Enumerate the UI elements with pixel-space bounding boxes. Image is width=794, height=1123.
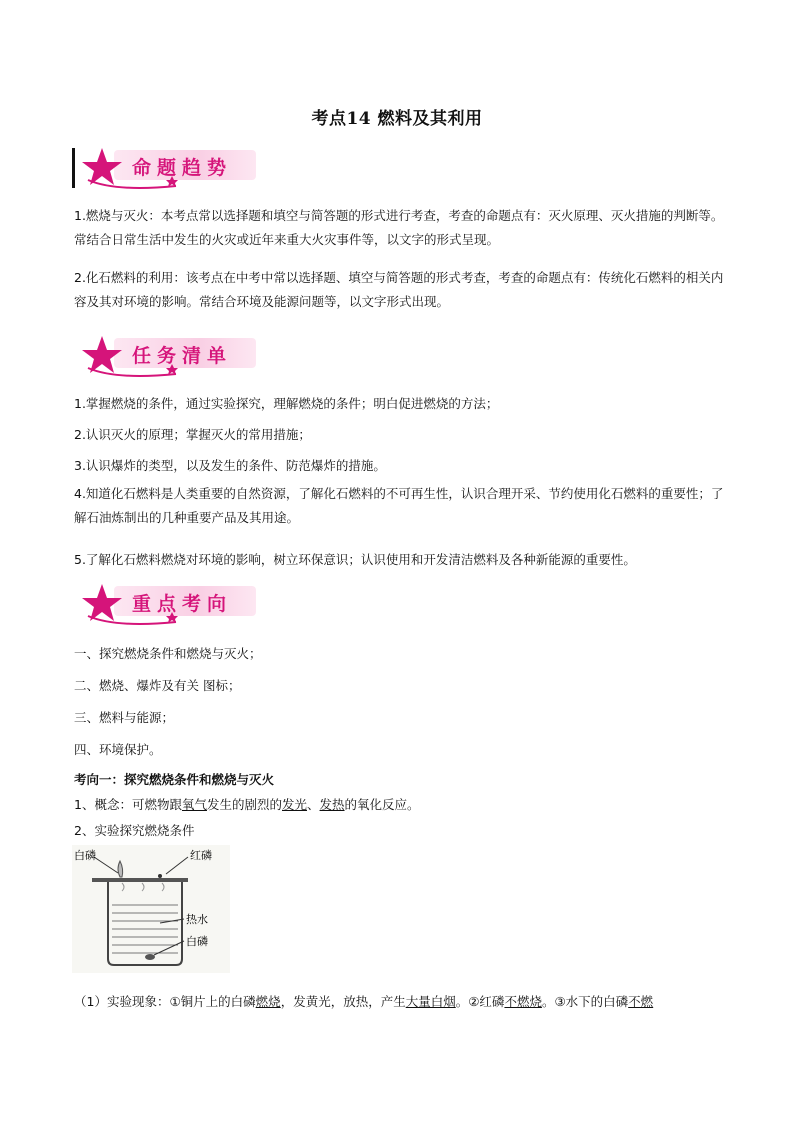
section-banner-trend <box>72 146 262 192</box>
experiment-figure <box>72 845 230 973</box>
experiment-heading: 2、实验探究燃烧条件 <box>74 823 195 838</box>
concept-text: 1、概念：可燃物跟 <box>74 797 182 812</box>
task-item: 1.掌握燃烧的条件，通过实验探究，理解燃烧的条件；明白促进燃烧的方法； <box>74 396 499 411</box>
focus-item: 二、燃烧、爆炸及有关 图标； <box>74 678 241 693</box>
observation-line <box>74 992 653 1010</box>
obs-noburn: 不燃烧 <box>504 994 542 1009</box>
beaker-diagram <box>72 845 230 973</box>
obs-text: 。②红磷 <box>455 994 505 1009</box>
concept-text: 、 <box>307 797 320 812</box>
task-item: 5.了解化石燃料燃烧对环境的影响，树立环保意识；认识使用和开发清洁燃料及各种新能源的重要性。 <box>74 552 636 567</box>
obs-text: （1）实验现象：①铜片上的白磷 <box>74 994 256 1009</box>
label-white-phosphorus-bottom: 白磷 <box>186 935 208 948</box>
obs-smoke: 大量白烟 <box>405 994 456 1009</box>
task-item: 2.认识灭火的原理；掌握灭火的常用措施； <box>74 427 311 442</box>
concept-line <box>74 795 420 813</box>
concept-heat: 发热 <box>319 797 345 812</box>
task-item: 3.认识爆炸的类型，以及发生的条件、防范爆炸的措施。 <box>74 458 386 473</box>
focus-item: 三、燃料与能源； <box>74 710 175 725</box>
banner-label: 重点考向 <box>132 593 233 615</box>
focus-item: 四、环境保护。 <box>74 742 162 757</box>
label-white-phosphorus-top: 白磷 <box>74 849 96 862</box>
task-item: 4.知道化石燃料是人类重要的自然资源，了解化石燃料的不可再生性，认识合理开采、节约使用化石燃料的重要性；了解石油炼制出的几种重要产品及其用途。 <box>74 486 724 525</box>
label-red-phosphorus: 红磷 <box>190 849 212 862</box>
page-title: 考点14 燃料及其利用 <box>311 109 483 129</box>
obs-noburn2: 不燃 <box>628 994 654 1009</box>
banner-label: 命题趋势 <box>132 157 233 179</box>
concept-text: 发生的剧烈的 <box>206 797 282 812</box>
trend-paragraph-2: 2.化石燃料的利用：该考点在中考中常以选择题、填空与简答题的形式考查，考查的命题点有：传统化石燃料的相关内容及其对环境的影响。常结合环境及能源问题等，以文字形式出现。 <box>74 270 724 309</box>
label-hot-water: 热水 <box>186 913 208 926</box>
focus-item: 一、探究燃烧条件和燃烧与灭火； <box>74 646 262 661</box>
section-banner-focus <box>72 582 262 628</box>
banner-label: 任务清单 <box>132 345 233 367</box>
concept-text: 的氧化反应。 <box>344 797 420 812</box>
trend-paragraph-1: 1.燃烧与灭火：本考点常以选择题和填空与简答题的形式进行考查，考查的命题点有：灭火原理、灭火措施的判断等。常结合日常生活中发生的火灾或近年来重大火灾事件等，以文字的形式呈现。 <box>74 208 724 247</box>
obs-text: ，发黄光，放热，产生 <box>280 994 406 1009</box>
obs-burn: 燃烧 <box>255 994 281 1009</box>
direction-title: 考向一：探究燃烧条件和燃烧与灭火 <box>74 772 275 787</box>
section-banner-tasks <box>72 334 262 380</box>
concept-light: 发光 <box>282 797 308 812</box>
banner-bar <box>72 148 75 188</box>
concept-oxygen: 氧气 <box>181 797 207 812</box>
obs-text: 。③水下的白磷 <box>541 994 629 1009</box>
